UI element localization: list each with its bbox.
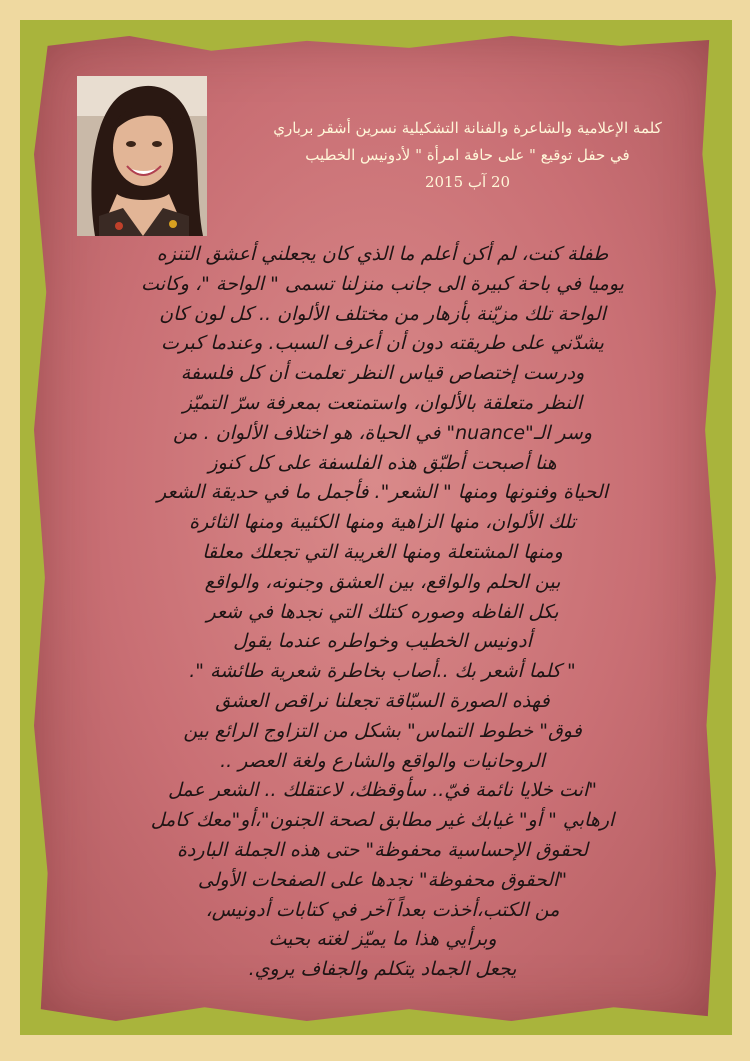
header-date: 20 آب 2015 xyxy=(424,173,511,191)
text-line: الحياة وفنونها ومنها " الشعر". فأجمل ما في حديقة الشعر xyxy=(157,481,608,504)
event-header xyxy=(230,115,705,196)
text-line: لحقوق الإحساسية محفوظة" حتى هذه الجملة الباردة xyxy=(176,838,589,861)
text-line: هنا أصبحت أطبّق هذه الفلسفة على كل كنوز xyxy=(208,451,557,474)
header-line-1: كلمة الإعلامية والشاعرة والفنانة التشكيلية نسرين أشقر برباري xyxy=(273,119,662,137)
text-line: ارهابي " أو" غيابك غير مطابق لصحة الجنون"،أو"معك كامل xyxy=(150,809,615,832)
text-line: وسر الـ"nuance" في الحياة، هو اختلاف الألوان . من xyxy=(172,421,593,444)
text-line: "الحقوق محفوظة" نجدها على الصفحات الأولى xyxy=(197,868,568,891)
text-line: أدونيس الخطيب وخواطره عندما يقول xyxy=(233,630,532,653)
text-line: بكل الفاظه وصوره كتلك التي نجدها في شعر xyxy=(206,600,559,623)
speech-text xyxy=(60,240,705,985)
text-line: ومنها المشتعلة ومنها الغريبة التي تجعلك معلقا xyxy=(202,540,563,563)
text-line: يجعل الجماد يتكلم والجفاف يروي. xyxy=(248,958,517,981)
text-line: من الكتب،أخذت بعداً آخر في كتابات أدونيس، xyxy=(205,898,560,921)
text-line: فهذه الصورة السبّاقة تجعلنا نراقص العشق xyxy=(215,689,550,712)
text-line: يشدّني على طريقته دون أن أعرف السبب. وعندما كبرت xyxy=(161,332,604,355)
text-line: " كلما أشعر بك ..أصاب بخاطرة شعرية طائشة ". xyxy=(189,660,576,683)
text-line: فوق" خطوط التماس" بشكل من التزاوج الرائع بين xyxy=(183,719,582,742)
author-photo xyxy=(77,76,207,236)
text-line: الواحة تلك مزيّنة بأزهار من مختلف الألوان .. كل لون كان xyxy=(159,302,606,325)
text-line: ودرست إختصاص قياس النظر تعلمت أن كل فلسفة xyxy=(180,362,585,385)
header-line-2: في حفل توقيع " على حافة امرأة " لأدونيس الخطيب xyxy=(305,146,630,164)
text-line: النظر متعلقة بالألوان، واستمتعت بمعرفة سرّ التميّز xyxy=(182,391,583,414)
text-line: تلك الألوان، منها الزاهية ومنها الكئيبة ومنها الثائرة xyxy=(189,511,576,534)
text-line: "انت خلايا نائمة فيّ.. سأوقظك، لاعتقلك .. الشعر عمل xyxy=(168,779,597,802)
text-line: وبرأيي هذا ما يميّز لغته بحيث xyxy=(268,928,497,951)
text-line: يوميا في باحة كبيرة الى جانب منزلنا تسمى " الواحة "، وكانت xyxy=(141,272,624,295)
text-line: بين الحلم والواقع، بين العشق وجنونه، والواقع xyxy=(204,570,561,593)
text-line: طفلة كنت، لم أكن أعلم ما الذي كان يجعلني أعشق التنزه xyxy=(156,243,609,265)
text-line: الروحانيات والواقع والشارع ولغة العصر .. xyxy=(220,749,545,772)
